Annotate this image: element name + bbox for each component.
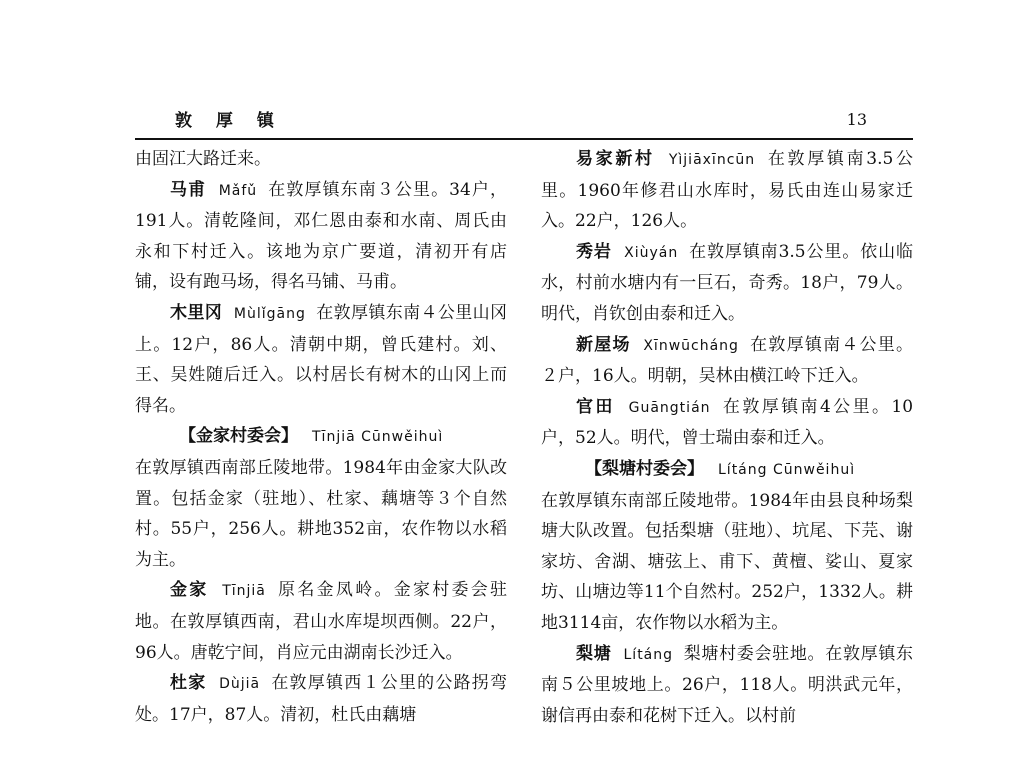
entry-text: 在敦厚镇西１公里的公路拐弯处。17户，87人。清初，杜氏由藕塘	[135, 673, 508, 725]
entry-muligang	[135, 298, 507, 421]
entry-name: 马甫	[170, 179, 207, 200]
entry-pinyin: Dùjiā	[219, 676, 261, 693]
entry-guantian	[541, 392, 913, 454]
entry-mafu	[135, 175, 507, 298]
section-jinjia-committee	[135, 421, 507, 453]
entry-name: 易家新村	[576, 149, 655, 169]
entry-name: 木里冈	[170, 302, 223, 323]
entry-pinyin: Lítáng	[623, 646, 674, 663]
header-rule	[135, 138, 913, 140]
section-pinyin: Lítáng Cūnwěihuì	[718, 461, 856, 478]
entry-pinyin: Guāngtián	[628, 399, 711, 416]
entry-text: 在敦厚镇南3.5公里。依山临水，村前水塘内有一巨石，奇秀。18户，79人。明代，肖钦创由泰和迁入。	[541, 241, 914, 324]
entry-name: 新屋场	[576, 334, 631, 355]
entry-text: 在敦厚镇东南４公里山冈上。12户，86人。清朝中期，曾氏建村。刘、王、吴姓随后迁入。以村居长有树木的山冈上而得名。	[135, 302, 507, 416]
section-pinyin: Tīnjiā Cūnwěihuì	[312, 429, 444, 446]
section-title: 【梨塘村委会】	[585, 458, 704, 479]
entry-xiuyan	[541, 237, 913, 330]
entry-text: 在敦厚镇南４公里。２户，16人。明朝，吴林由横江岭下迁入。	[541, 334, 914, 387]
entry-pinyin: Xīnwūcháng	[643, 337, 739, 354]
running-head: 敦 厚 镇	[175, 111, 283, 131]
entry-name: 金家	[170, 580, 209, 601]
entry-jinjia	[135, 575, 507, 668]
section-title: 【金家村委会】	[179, 426, 298, 447]
section-litang-committee	[541, 454, 913, 486]
entry-continuation: 由固江大路迁来。	[135, 149, 271, 169]
entry-yijiaxincun	[541, 144, 913, 237]
entry-text: 在敦厚镇南4公里。10户，52人。明代，曾士瑞由泰和迁入。	[541, 396, 914, 449]
right-column	[541, 144, 913, 731]
entry-pinyin: Mùlǐgāng	[233, 305, 306, 322]
entry-pinyin: Yìjiāxīncūn	[668, 152, 756, 168]
entry-name: 梨塘	[576, 643, 612, 664]
entry-text: 在敦厚镇东南３公里。34户，191人。清乾隆间，邓仁恩由泰和水南、周氏由永和下村迁入。该地为京广要道，清初开有店铺，设有跑马场，得名马铺、马甫。	[135, 179, 507, 293]
left-column	[135, 144, 507, 730]
entry-name: 秀岩	[576, 241, 612, 262]
section-text: 在敦厚镇东南部丘陵地带。1984年由县良种场梨塘大队改置。包括梨塘（驻地）、坑尾、下芫、谢家坊、舍湖、塘弦上、甫下、黄檀、娑山、夏家坊、山塘边等11个自然村。252户，1332人。耕地3114亩，农作物以水稻为主。	[541, 490, 913, 633]
entry-litang	[541, 639, 913, 732]
page-header	[135, 104, 913, 136]
entry-name: 杜家	[170, 673, 207, 694]
section-text: 在敦厚镇西南部丘陵地带。1984年由金家大队改置。包括金家（驻地）、杜家、藕塘等３个自然村。55户，256人。耕地352亩，农作物以水稻为主。	[135, 457, 507, 570]
entry-dujia	[135, 668, 507, 730]
entry-pinyin: Xiùyán	[624, 244, 679, 261]
entry-name: 官田	[576, 396, 615, 417]
entry-text: 原名金凤岭。金家村委会驻地。在敦厚镇西南，君山水库堤坝西侧。22户，96人。唐乾宁间，肖应元由湖南长沙迁入。	[135, 580, 508, 663]
entry-pinyin: Tīnjiā	[222, 583, 266, 600]
entry-text: 在敦厚镇南3.5公里。1960年修君山水库时，易氏由连山易家迁入。22户，126人。	[541, 149, 913, 232]
page-number: 13	[846, 110, 867, 129]
entry-xinwuchang	[541, 330, 913, 392]
entry-pinyin: Mǎfǔ	[218, 182, 258, 199]
entry-text: 梨塘村委会驻地。在敦厚镇东南５公里坡地上。26户，118人。明洪武元年，谢信再由泰和花树下迁入。以村前	[541, 643, 914, 726]
